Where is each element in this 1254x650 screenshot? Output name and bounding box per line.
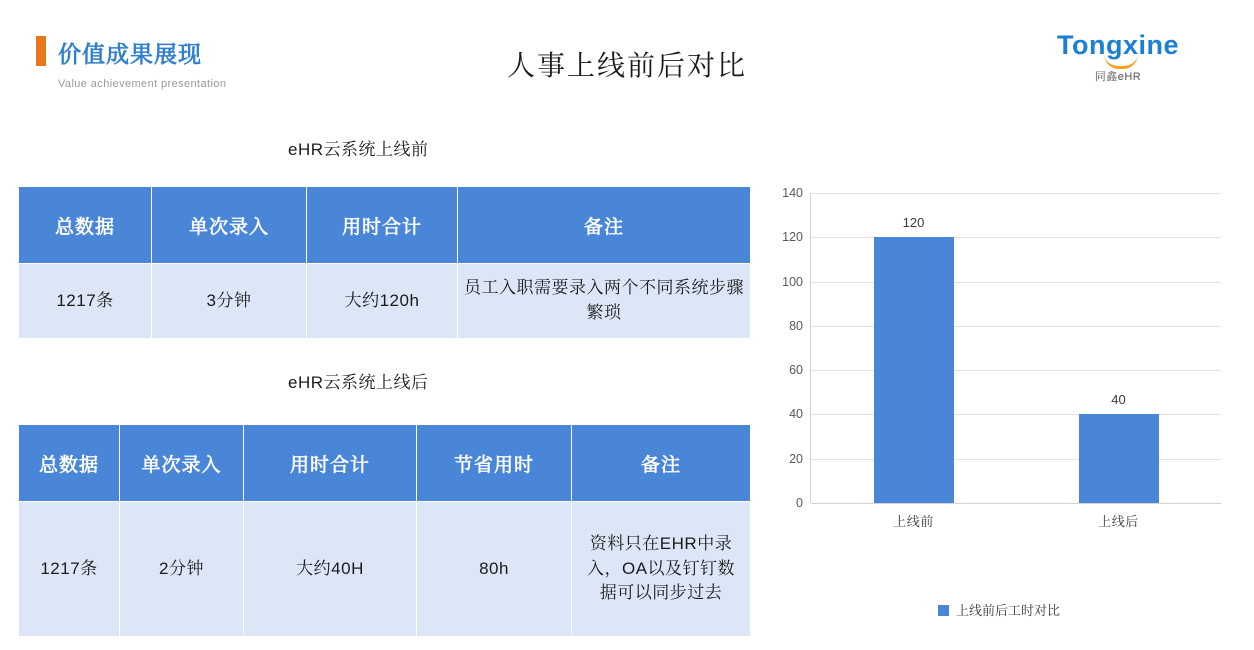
legend-label: 上线前后工时对比 <box>955 603 1060 618</box>
chart-bar <box>874 215 954 503</box>
column-header: 总数据 <box>19 425 120 502</box>
logo-swoosh-icon <box>1104 54 1138 69</box>
chart-plot-area <box>782 186 1221 529</box>
caption-after: eHR云系统上线后 <box>288 373 429 392</box>
grid-line <box>789 407 1221 422</box>
table-cell: 3分钟 <box>152 264 307 339</box>
grid-line <box>782 186 1221 200</box>
y-axis-tick: 80 <box>789 318 803 333</box>
grid-line <box>789 318 1221 333</box>
y-axis-tick: 120 <box>782 230 803 245</box>
company-logo <box>1028 32 1208 84</box>
table-cell: 大约40H <box>244 502 417 637</box>
table-cell-note: 资料只在EHR中录入，OA以及钉钉数据可以同步过去 <box>572 502 751 637</box>
column-header: 用时合计 <box>307 187 458 264</box>
chart-legend <box>762 600 1236 619</box>
y-axis-tick: 20 <box>789 451 803 466</box>
column-header: 节省用时 <box>417 425 572 502</box>
bar-value-label: 120 <box>902 215 925 231</box>
caption-before: eHR云系统上线前 <box>288 140 429 159</box>
column-header: 总数据 <box>19 187 152 264</box>
y-axis-tick: 60 <box>789 363 803 378</box>
legend-swatch-icon <box>938 605 949 616</box>
table-row <box>19 264 751 339</box>
grid-line <box>789 451 1221 466</box>
x-axis-tick: 上线后 <box>1098 514 1139 529</box>
y-axis-tick: 140 <box>782 186 803 200</box>
header-title-cn: 价值成果展现 <box>58 41 202 67</box>
y-axis-tick: 0 <box>796 496 803 510</box>
bar-chart <box>762 175 1236 635</box>
table-cell-note: 员工入职需要录入两个不同系统步骤繁琐 <box>458 264 751 339</box>
table-cell: 2分钟 <box>120 502 244 637</box>
table-header-row <box>19 425 751 502</box>
bar-value-label: 40 <box>1111 392 1126 408</box>
x-axis-tick: 上线前 <box>893 514 934 529</box>
table-header-row <box>19 187 751 264</box>
column-header: 单次录入 <box>120 425 244 502</box>
table-cell: 大约120h <box>307 264 458 339</box>
page-title: 人事上线前后对比 <box>506 50 747 81</box>
slide-header <box>0 0 1254 110</box>
table-before <box>18 186 751 339</box>
grid-line <box>796 496 1221 510</box>
table-cell: 80h <box>417 502 572 637</box>
column-header: 单次录入 <box>152 187 307 264</box>
grid-line <box>782 230 1221 245</box>
table-cell: 1217条 <box>19 264 152 339</box>
logo-wordmark: Tongxine <box>1057 30 1179 60</box>
y-axis-tick: 40 <box>789 407 803 422</box>
logo-subtitle: 同鑫eHR <box>1094 71 1142 83</box>
column-header: 备注 <box>572 425 751 502</box>
header-title-en: Value achievement presentation <box>58 78 227 90</box>
chart-bar <box>1079 392 1159 503</box>
grid-line <box>782 274 1221 289</box>
column-header: 备注 <box>458 187 751 264</box>
table-cell: 1217条 <box>19 502 120 637</box>
column-header: 用时合计 <box>244 425 417 502</box>
table-row <box>19 502 751 637</box>
table-after <box>18 424 751 637</box>
grid-line <box>789 363 1221 378</box>
y-axis-tick: 100 <box>782 274 803 289</box>
